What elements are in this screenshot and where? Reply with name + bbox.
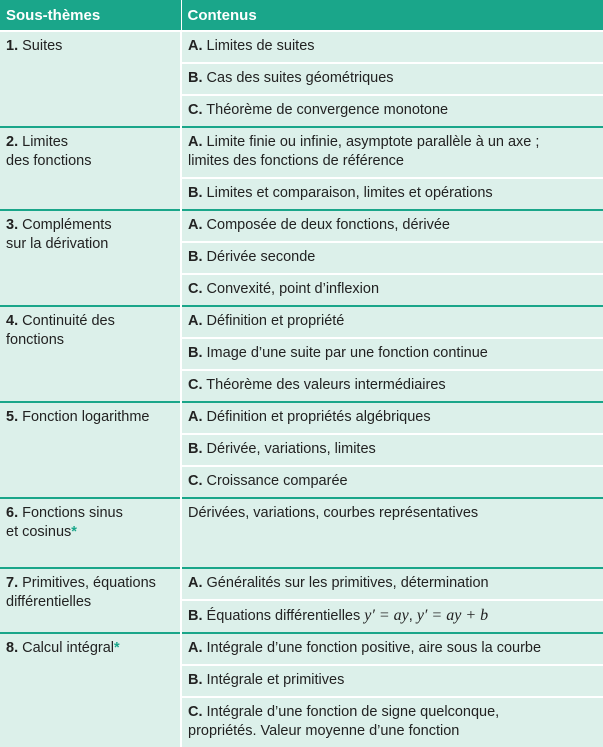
content-cell: B. Intégrale et primitives <box>181 665 603 697</box>
header-contenus: Contenus <box>181 0 603 31</box>
header-row <box>0 0 603 31</box>
asterisk-marker: * <box>71 524 77 540</box>
content-cell: C. Intégrale d’une fonction de signe quelconque, propriétés. Valeur moyenne d’une fonction <box>181 697 603 747</box>
table-row <box>0 568 603 600</box>
equation-2: y′ = ay + b <box>416 607 489 624</box>
theme-cell-calcul-integral: 8. Calcul intégral* <box>0 633 181 747</box>
content-cell: C. Théorème des valeurs intermédiaires <box>181 370 603 402</box>
theme-cell-limites: 2. Limites des fonctions <box>0 127 181 210</box>
table-row <box>0 127 603 178</box>
content-cell: C. Convexité, point d’inflexion <box>181 274 603 306</box>
content-cell: A. Composée de deux fonctions, dérivée <box>181 210 603 242</box>
content-cell: B. Image d’une suite par une fonction continue <box>181 338 603 370</box>
table-row <box>0 498 603 568</box>
theme-cell-sinus-cosinus: 6. Fonctions sinus et cosinus* <box>0 498 181 568</box>
equation-1: y′ = ay <box>364 607 409 624</box>
header-sous-themes: Sous-thèmes <box>0 0 181 31</box>
theme-cell-primitives: 7. Primitives, équations différentielles <box>0 568 181 633</box>
asterisk-marker: * <box>114 640 120 656</box>
content-cell: B. Dérivée, variations, limites <box>181 434 603 466</box>
content-cell: B. Dérivée seconde <box>181 242 603 274</box>
table-row <box>0 210 603 242</box>
content-cell: A. Définition et propriétés algébriques <box>181 402 603 434</box>
theme-cell-logarithme: 5. Fonction logarithme <box>0 402 181 498</box>
content-cell: B. Limites et comparaison, limites et opérations <box>181 178 603 210</box>
theme-cell-derivation: 3. Compléments sur la dérivation <box>0 210 181 306</box>
table-row <box>0 633 603 665</box>
content-cell: Dérivées, variations, courbes représentatives <box>181 498 603 568</box>
content-cell: A. Limites de suites <box>181 31 603 63</box>
content-cell: B. Cas des suites géométriques <box>181 63 603 95</box>
content-cell: A. Limite finie ou infinie, asymptote parallèle à un axe ; limites des fonctions de référence <box>181 127 603 178</box>
theme-title: Suites <box>22 38 63 54</box>
table-row <box>0 402 603 434</box>
content-cell: A. Intégrale d’une fonction positive, aire sous la courbe <box>181 633 603 665</box>
content-cell: C. Théorème de convergence monotone <box>181 95 603 127</box>
theme-cell-continuite: 4. Continuité des fonctions <box>0 306 181 402</box>
theme-cell-suites: 1. Suites <box>0 31 181 127</box>
table-row <box>0 31 603 63</box>
content-cell: B. Équations différentielles y′ = ay, y′ = ay + b <box>181 600 603 633</box>
table-row <box>0 306 603 338</box>
content-cell: A. Généralités sur les primitives, détermination <box>181 568 603 600</box>
content-cell: C. Croissance comparée <box>181 466 603 498</box>
content-cell: A. Définition et propriété <box>181 306 603 338</box>
